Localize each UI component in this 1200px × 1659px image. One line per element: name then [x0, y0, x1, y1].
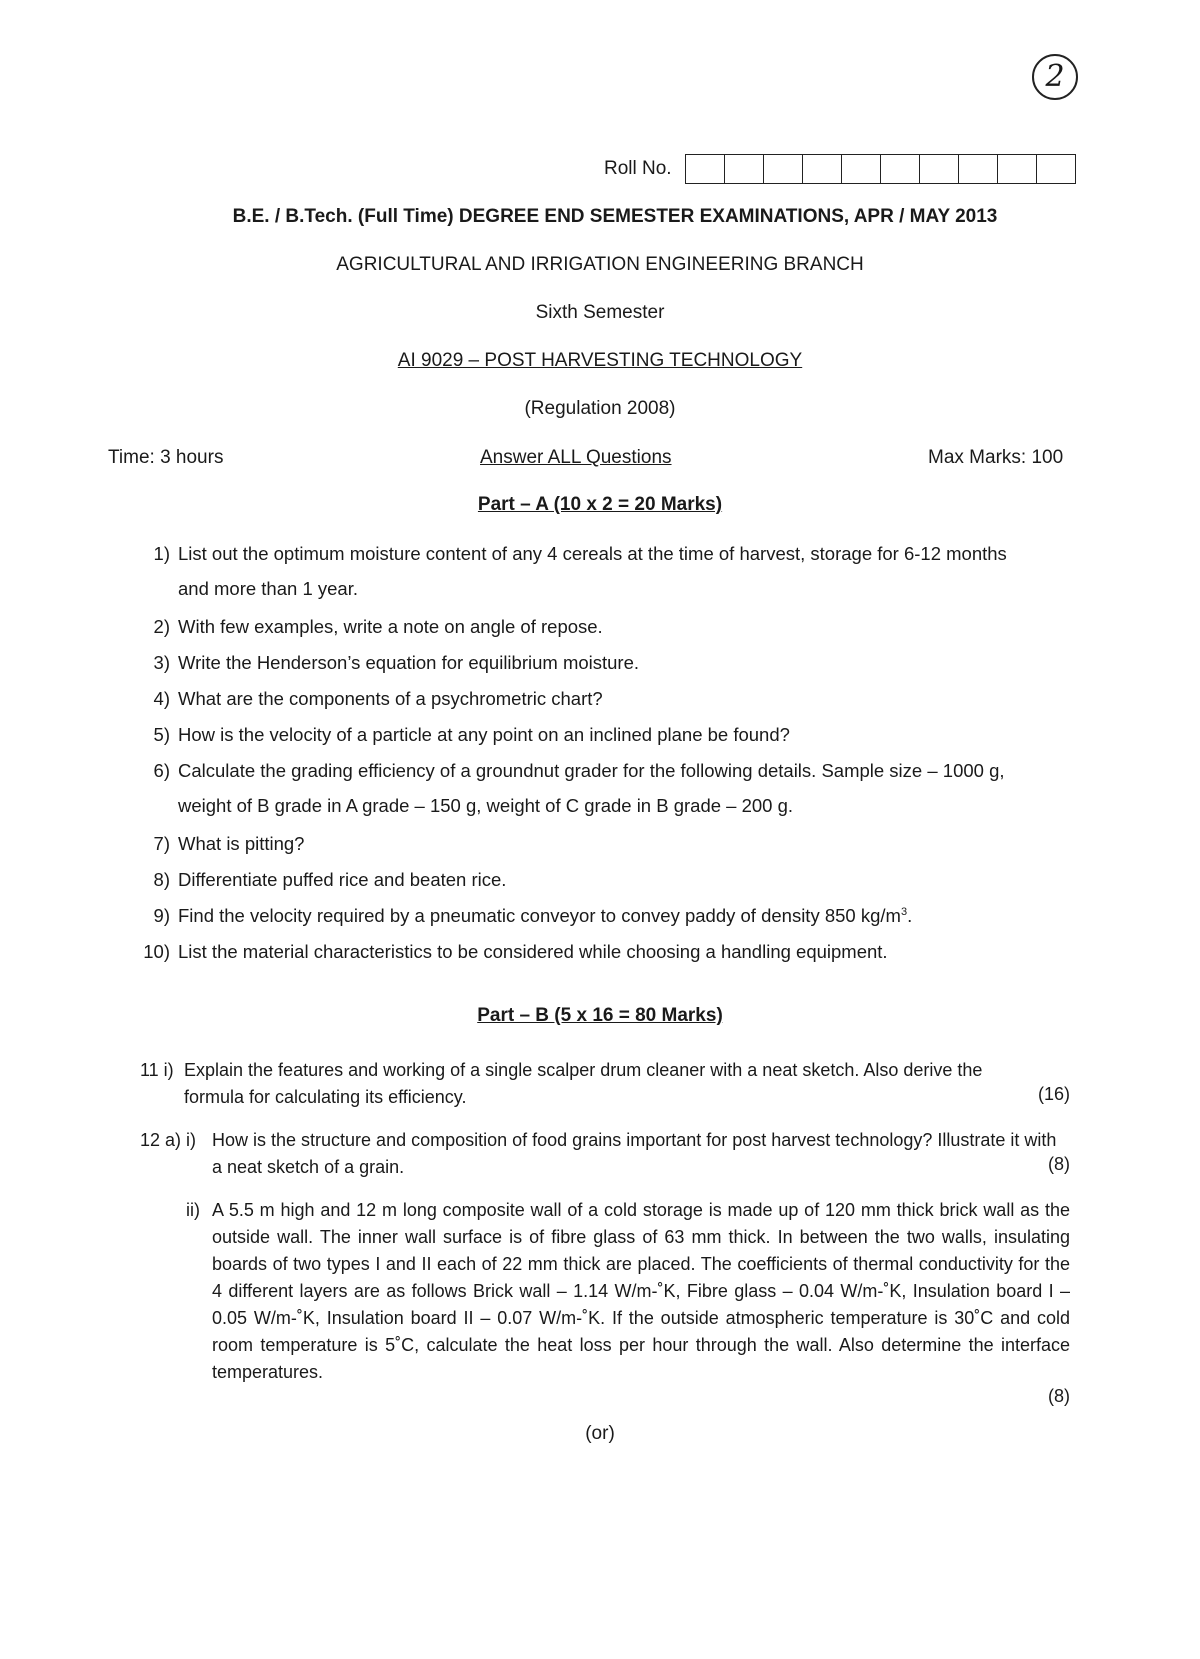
question-number: 5) — [153, 724, 170, 745]
question-marks: (8) — [1048, 1154, 1070, 1174]
question-number: 8) — [153, 869, 170, 890]
or-separator: (or) — [585, 1423, 615, 1444]
question-text: How is the structure and composition of food grains important for post harvest technology? Illustrate it with a neat sketch of a grain. — [212, 1130, 1057, 1177]
answer-instruction: Answer ALL Questions — [480, 447, 672, 468]
roll-box[interactable] — [803, 155, 842, 183]
page-number-mark: 2 — [1032, 54, 1078, 100]
question-text: Write the Henderson’s equation for equilibrium moisture. — [178, 652, 640, 673]
roll-box[interactable] — [959, 155, 998, 183]
roll-number-label: Roll No. — [604, 158, 672, 179]
question-number: 10) — [143, 941, 170, 962]
roll-box[interactable] — [920, 155, 959, 183]
question-text-main: Find the velocity required by a pneumatic conveyor to convey paddy of density 850 kg/m — [178, 905, 901, 926]
branch-title: AGRICULTURAL AND IRRIGATION ENGINEERING BRANCH — [336, 254, 864, 275]
question-number: 2) — [153, 616, 170, 637]
question-number: 12 a) i) — [140, 1130, 197, 1150]
question-text: What is pitting? — [178, 833, 305, 854]
roll-number-boxes[interactable] — [685, 154, 1076, 184]
roll-box[interactable] — [881, 155, 920, 183]
roll-number-field — [604, 154, 1076, 184]
question-number: 7) — [153, 833, 170, 854]
question-item — [140, 536, 1060, 608]
exam-time: Time: 3 hours — [108, 447, 224, 468]
question-text: Differentiate puffed rice and beaten rice. — [178, 869, 507, 890]
question-text: What are the components of a psychrometric chart? — [178, 688, 603, 709]
question-text: List the material characteristics to be considered while choosing a handling equipment. — [178, 941, 888, 962]
roll-box[interactable] — [842, 155, 881, 183]
question-number: 11 i) — [140, 1060, 174, 1080]
question-text: Explain the features and working of a single scalper drum cleaner with a neat sketch. Also derive the formula for calculating its efficiency. — [184, 1060, 983, 1107]
question-number: ii) — [186, 1200, 200, 1220]
question-text: A 5.5 m high and 12 m long composite wall of a cold storage is made up of 120 mm thick brick wall as the outside wall. The inner wall surface is of fibre glass of 63 mm thick. In between the two walls, insulating boards of two types I and II each of 22 mm thick are placed. The coefficients of thermal conductivity for the 4 different layers are as follows Brick wall – 1.14 W/m-˚K, Fibre glass – 0.04 W/m-˚K, Insulation board I – 0.05 W/m-˚K, Insulation board II – 0.07 W/m-˚K. If the outside atmospheric temperature is 30˚C and cold room temperature is 5˚C, calculate the heat loss per hour through the wall. Also determine the interface temperatures. — [212, 1200, 1070, 1382]
question-number: 6) — [153, 760, 170, 781]
question-text: List out the optimum moisture content of any 4 cereals at the time of harvest, storage for 6-12 months and more than 1 year. — [178, 543, 1007, 599]
roll-box[interactable] — [764, 155, 803, 183]
part-b-heading: Part – B (5 x 16 = 80 Marks) — [477, 1005, 723, 1026]
question-text: With few examples, write a note on angle of repose. — [178, 616, 603, 637]
regulation-title: (Regulation 2008) — [524, 398, 676, 419]
question-number: 4) — [153, 688, 170, 709]
question-number: 1) — [153, 543, 170, 564]
superscript: 3 — [900, 905, 908, 918]
exam-title: B.E. / B.Tech. (Full Time) DEGREE END SEMESTER EXAMINATIONS, APR / MAY 2013 — [232, 206, 998, 227]
question-text: Calculate the grading efficiency of a groundnut grader for the following details. Sample size – 1000 g, weight of B grade in A grade – 150 g, weight of C grade in B grade – 200 g. — [178, 760, 1005, 816]
max-marks: Max Marks: 100 — [928, 447, 1064, 468]
question-number: 3) — [153, 652, 170, 673]
course-title: AI 9029 – POST HARVESTING TECHNOLOGY — [397, 350, 803, 371]
question-text-end: . — [907, 905, 913, 926]
question-text — [178, 898, 1048, 933]
roll-box[interactable] — [1037, 155, 1075, 183]
roll-box[interactable] — [725, 155, 764, 183]
question-number: 9) — [153, 905, 170, 926]
question-marks: (16) — [1037, 1084, 1070, 1104]
semester-title: Sixth Semester — [535, 302, 665, 323]
part-a-heading: Part – A (10 x 2 = 20 Marks) — [477, 494, 723, 515]
question-text: How is the velocity of a particle at any point on an inclined plane be found? — [178, 724, 790, 745]
roll-box[interactable] — [998, 155, 1037, 183]
question-marks: (8) — [1048, 1386, 1070, 1406]
roll-box[interactable] — [686, 155, 725, 183]
